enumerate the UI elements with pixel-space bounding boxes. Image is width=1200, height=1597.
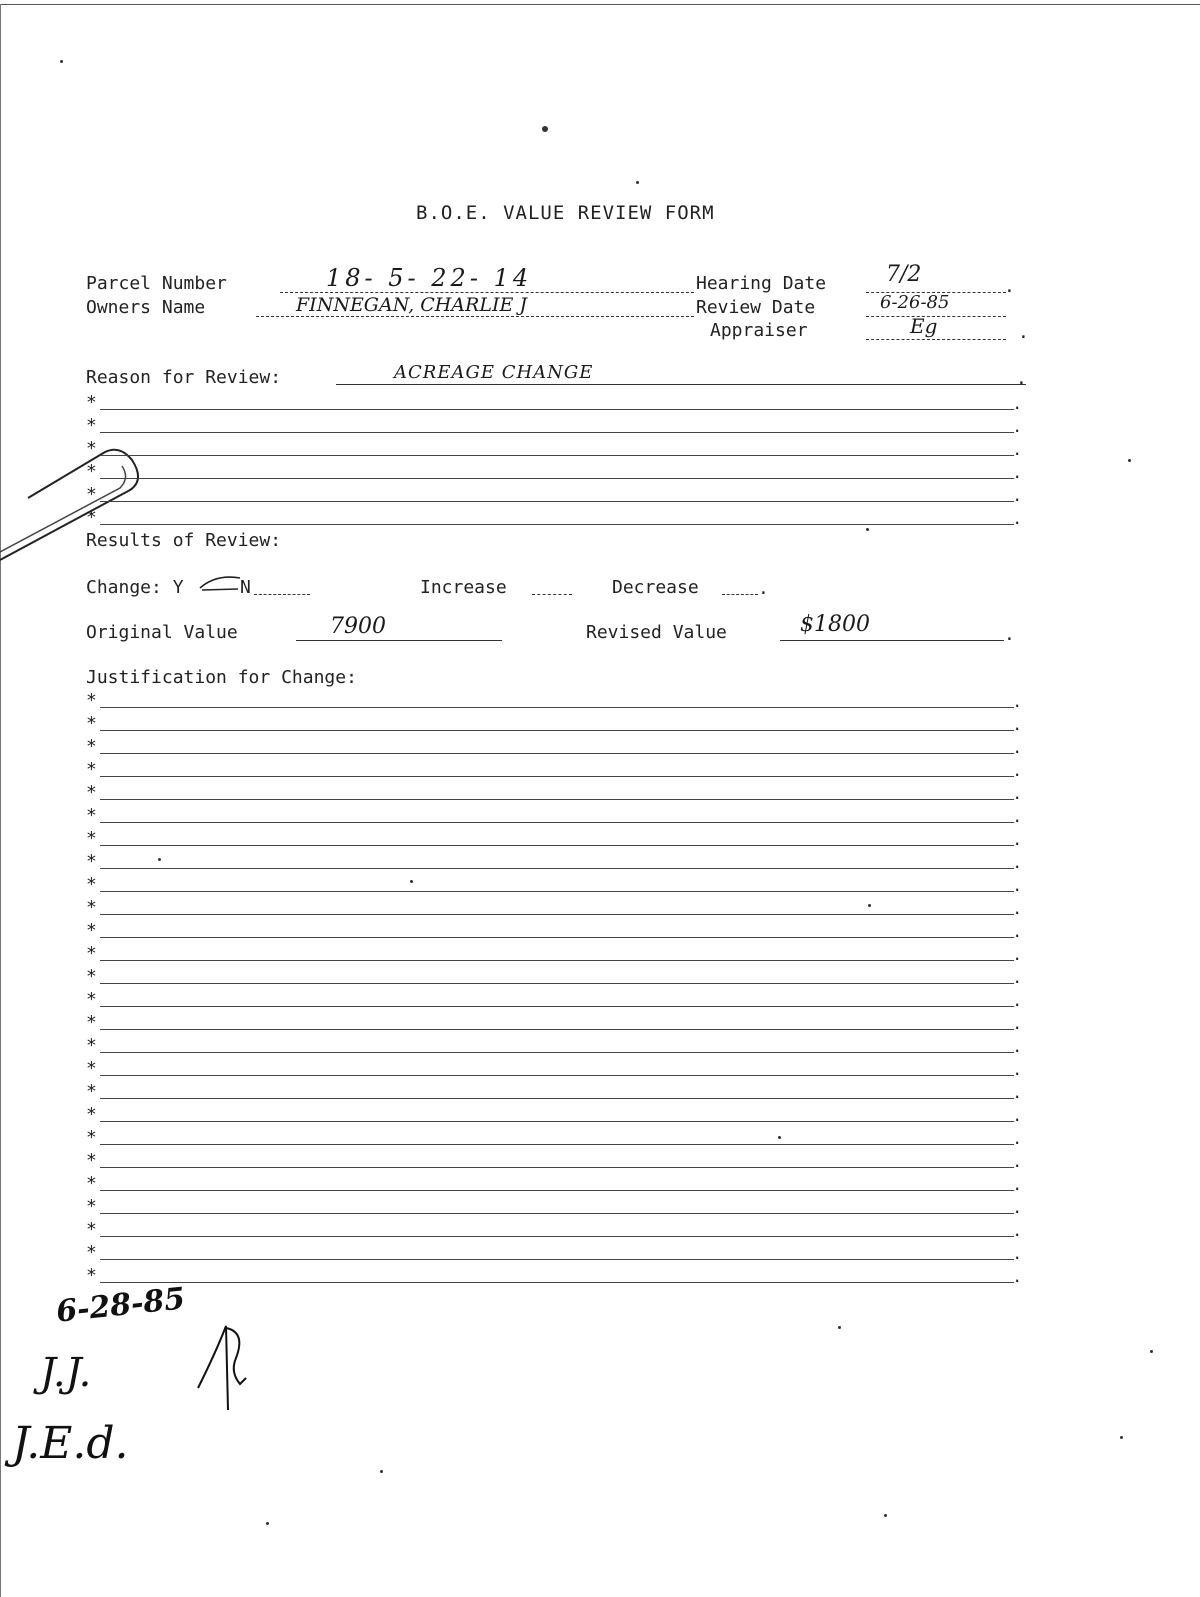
owners-name-underline bbox=[256, 316, 694, 317]
row-bullet: * bbox=[86, 874, 97, 895]
row-bullet: * bbox=[86, 805, 97, 826]
change-yes-circle[interactable] bbox=[196, 572, 246, 594]
appraiser-end: . bbox=[1018, 322, 1029, 343]
row-line bbox=[100, 960, 1014, 961]
revised-value-underline bbox=[780, 640, 1004, 641]
reason-row[interactable]: * . bbox=[86, 415, 1022, 436]
row-bullet: * bbox=[86, 690, 97, 711]
row-end: . bbox=[1012, 1037, 1022, 1056]
justification-label: Justification for Change: bbox=[86, 667, 357, 688]
row-end: . bbox=[1012, 807, 1022, 826]
row-end: . bbox=[1012, 1060, 1022, 1079]
parcel-number-underline bbox=[280, 292, 694, 293]
row-line bbox=[100, 891, 1014, 892]
scan-speck bbox=[1128, 459, 1131, 462]
row-line bbox=[100, 1075, 1014, 1076]
row-line bbox=[100, 753, 1014, 754]
handwritten-initials-2: J.E.d. bbox=[12, 1418, 129, 1469]
row-bullet: * bbox=[86, 920, 97, 941]
row-bullet: * bbox=[86, 1012, 97, 1033]
justification-row[interactable] bbox=[86, 1219, 1026, 1242]
row-bullet: * bbox=[86, 782, 97, 803]
justification-row[interactable] bbox=[86, 828, 1026, 851]
row-bullet: * bbox=[86, 1127, 97, 1148]
row-line bbox=[100, 914, 1014, 915]
justification-row[interactable] bbox=[86, 1265, 1026, 1288]
row-bullet: * bbox=[86, 989, 97, 1010]
justification-row[interactable] bbox=[86, 1242, 1026, 1265]
row-end: . bbox=[1012, 1267, 1022, 1286]
row-line bbox=[100, 1006, 1014, 1007]
justification-row[interactable] bbox=[86, 736, 1026, 759]
row-line bbox=[100, 776, 1014, 777]
row-end: . bbox=[1012, 830, 1022, 849]
justification-row[interactable] bbox=[86, 874, 1026, 897]
page-border-top bbox=[0, 4, 1200, 5]
scan-speck bbox=[1120, 1436, 1123, 1439]
row-bullet: * bbox=[86, 966, 97, 987]
scan-speck bbox=[542, 126, 548, 132]
justification-row[interactable] bbox=[86, 690, 1026, 713]
row-bullet: * bbox=[86, 1219, 97, 1240]
change-no-underline bbox=[254, 594, 310, 595]
row-end: . bbox=[1012, 899, 1022, 918]
row-end: . bbox=[1012, 1152, 1022, 1171]
row-end: . bbox=[1012, 692, 1022, 711]
parcel-number-label: Parcel Number bbox=[86, 273, 227, 294]
review-date-label: Review Date bbox=[696, 297, 816, 318]
reason-value[interactable]: ACREAGE CHANGE bbox=[394, 362, 594, 383]
row-end: . bbox=[1012, 853, 1022, 872]
row-line bbox=[100, 845, 1014, 846]
owners-name-value[interactable]: FINNEGAN, CHARLIE J bbox=[296, 294, 527, 316]
row-bullet: * bbox=[86, 736, 97, 757]
decrease-end: . bbox=[758, 578, 769, 599]
handwritten-date: 6-28-85 bbox=[54, 1281, 187, 1330]
reason-row[interactable]: * . bbox=[86, 438, 1022, 459]
row-end: . bbox=[1012, 968, 1022, 987]
row-line bbox=[100, 707, 1014, 708]
row-bullet: * bbox=[86, 1265, 97, 1286]
row-end: . bbox=[1012, 922, 1022, 941]
scan-speck bbox=[838, 1326, 841, 1329]
row-end: . bbox=[1012, 876, 1022, 895]
row-bullet: * bbox=[86, 1196, 97, 1217]
original-value-underline bbox=[296, 640, 502, 641]
row-line bbox=[100, 1144, 1014, 1145]
decrease-underline[interactable] bbox=[722, 594, 758, 595]
row-end: . bbox=[1012, 1221, 1022, 1240]
justification-row[interactable] bbox=[86, 1104, 1026, 1127]
row-end: . bbox=[1012, 1129, 1022, 1148]
row-end: . bbox=[1012, 715, 1022, 734]
row-bullet: * bbox=[86, 1242, 97, 1263]
appraiser-value[interactable]: Eg bbox=[910, 314, 938, 338]
row-bullet: * bbox=[86, 759, 97, 780]
row-bullet: * bbox=[86, 1058, 97, 1079]
row-line bbox=[100, 799, 1014, 800]
increase-underline[interactable] bbox=[532, 594, 572, 595]
justification-row[interactable] bbox=[86, 989, 1026, 1012]
row-bullet: * bbox=[86, 1104, 97, 1125]
scan-speck bbox=[266, 1522, 269, 1525]
justification-row[interactable] bbox=[86, 966, 1026, 989]
row-end: . bbox=[1012, 1244, 1022, 1263]
justification-row[interactable] bbox=[86, 713, 1026, 736]
row-bullet: * bbox=[86, 1173, 97, 1194]
row-line bbox=[100, 1282, 1014, 1283]
row-line bbox=[100, 822, 1014, 823]
reason-row[interactable]: * . bbox=[86, 507, 1022, 528]
row-bullet: * bbox=[86, 851, 97, 872]
row-bullet: * bbox=[86, 897, 97, 918]
results-label: Results of Review: bbox=[86, 530, 282, 551]
justification-row[interactable] bbox=[86, 759, 1026, 782]
scan-speck bbox=[1150, 1350, 1153, 1353]
justification-row[interactable] bbox=[86, 1081, 1026, 1104]
parcel-number-value[interactable]: 18- 5- 22- 14 bbox=[326, 264, 533, 292]
reason-row[interactable]: * . bbox=[86, 392, 1022, 413]
row-end: . bbox=[1012, 1106, 1022, 1125]
row-line bbox=[100, 983, 1014, 984]
justification-row[interactable] bbox=[86, 805, 1026, 828]
increase-label: Increase bbox=[420, 577, 507, 598]
row-line bbox=[100, 1121, 1014, 1122]
scan-speck bbox=[884, 1514, 887, 1517]
row-end: . bbox=[1012, 761, 1022, 780]
row-bullet: * bbox=[86, 1150, 97, 1171]
hearing-date-value[interactable]: 7/2 bbox=[886, 262, 922, 287]
handwritten-signature-mark bbox=[196, 1322, 252, 1412]
scan-speck bbox=[60, 60, 63, 63]
row-bullet: * bbox=[86, 828, 97, 849]
handwritten-initials-1: J.J. bbox=[40, 1350, 92, 1396]
row-line bbox=[100, 1190, 1014, 1191]
row-line bbox=[100, 1259, 1014, 1260]
hearing-date-label: Hearing Date bbox=[696, 273, 827, 294]
row-line bbox=[100, 1029, 1014, 1030]
change-no-label: N bbox=[240, 577, 251, 598]
row-end: . bbox=[1012, 1198, 1022, 1217]
form-title: B.O.E. VALUE REVIEW FORM bbox=[416, 202, 715, 224]
justification-row[interactable] bbox=[86, 1127, 1026, 1150]
change-label: Change: Y bbox=[86, 577, 184, 598]
review-date-value[interactable]: 6-26-85 bbox=[880, 292, 950, 313]
justification-row[interactable] bbox=[86, 1196, 1026, 1219]
reason-row[interactable]: * . bbox=[86, 461, 1022, 482]
page-border-left bbox=[0, 4, 1, 1597]
justification-row[interactable] bbox=[86, 1058, 1026, 1081]
reason-label: Reason for Review: bbox=[86, 367, 282, 388]
reason-row[interactable]: * . bbox=[86, 484, 1022, 505]
row-end: . bbox=[1012, 1175, 1022, 1194]
scan-speck bbox=[636, 181, 639, 184]
original-value-label: Original Value bbox=[86, 622, 238, 643]
row-line bbox=[100, 730, 1014, 731]
justification-row[interactable] bbox=[86, 1150, 1026, 1173]
row-line bbox=[100, 937, 1014, 938]
row-line bbox=[100, 868, 1014, 869]
justification-row[interactable] bbox=[86, 920, 1026, 943]
reason-end: . bbox=[1016, 368, 1027, 389]
row-line bbox=[100, 1167, 1014, 1168]
justification-row[interactable] bbox=[86, 782, 1026, 805]
row-end: . bbox=[1012, 784, 1022, 803]
row-bullet: * bbox=[86, 943, 97, 964]
justification-row[interactable] bbox=[86, 1012, 1026, 1035]
justification-row[interactable] bbox=[86, 897, 1026, 920]
row-line bbox=[100, 1098, 1014, 1099]
row-end: . bbox=[1012, 1014, 1022, 1033]
appraiser-underline bbox=[866, 339, 1006, 340]
justification-row[interactable] bbox=[86, 943, 1026, 966]
row-line bbox=[100, 1213, 1014, 1214]
row-end: . bbox=[1012, 945, 1022, 964]
reason-underline bbox=[336, 384, 1026, 385]
row-bullet: * bbox=[86, 1081, 97, 1102]
hearing-date-end: . bbox=[1004, 276, 1015, 297]
scan-speck bbox=[380, 1470, 383, 1473]
row-end: . bbox=[1012, 1083, 1022, 1102]
decrease-label: Decrease bbox=[612, 577, 699, 598]
revised-value[interactable]: $1800 bbox=[800, 612, 870, 637]
row-line bbox=[100, 1052, 1014, 1053]
revised-value-end: . bbox=[1004, 624, 1015, 645]
row-bullet: * bbox=[86, 1035, 97, 1056]
row-line bbox=[100, 1236, 1014, 1237]
owners-name-label: Owners Name bbox=[86, 297, 206, 318]
justification-row[interactable] bbox=[86, 851, 1026, 874]
justification-row[interactable] bbox=[86, 1035, 1026, 1058]
row-end: . bbox=[1012, 738, 1022, 757]
revised-value-label: Revised Value bbox=[586, 622, 727, 643]
row-bullet: * bbox=[86, 713, 97, 734]
original-value[interactable]: 7900 bbox=[330, 614, 386, 639]
appraiser-label: Appraiser bbox=[710, 320, 808, 341]
row-end: . bbox=[1012, 991, 1022, 1010]
justification-row[interactable] bbox=[86, 1173, 1026, 1196]
